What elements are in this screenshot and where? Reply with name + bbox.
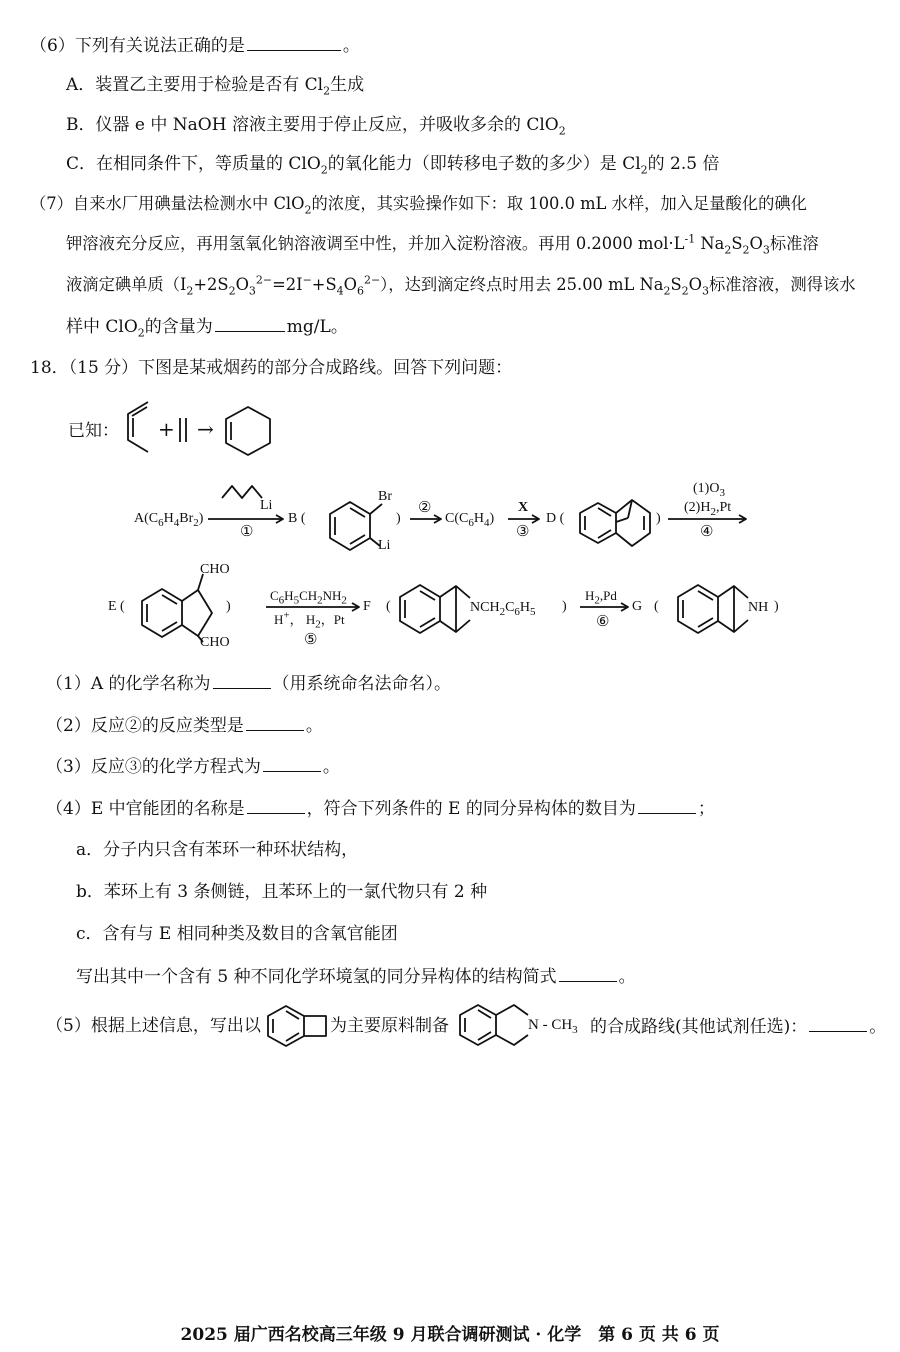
answer-blank[interactable] xyxy=(263,755,321,772)
answer-blank[interactable] xyxy=(213,672,271,689)
reagent4-line2: $(2)H_2,Pt$ xyxy=(684,500,732,518)
compound-C-label: $C(C_6H_4)$ xyxy=(445,511,495,529)
answer-blank[interactable] xyxy=(246,714,304,731)
option-c: C．在相同条件下，等质量的 ClO$_2$的氧化能力（即转移电子数的多少）是 $Cl_2$的 2.5 倍 xyxy=(66,154,720,177)
reagent5-top: $C_6H_5CH_2NH_2$ xyxy=(270,588,347,607)
q17-7-line4: 样中 ClO$_2$的含量为 mg/L。 xyxy=(66,317,348,340)
compound-G-label: G xyxy=(632,599,643,614)
close-paren: ) xyxy=(396,511,401,526)
answer-blank[interactable] xyxy=(247,797,305,814)
q18-4-write: 写出其中一个含有 5 种不同化学环境氢的同分异构体的结构简式 。 xyxy=(76,967,636,987)
q18-3: （3）反应③的化学方程式为 。 xyxy=(46,757,340,777)
cho-bottom-label: CHO xyxy=(200,635,230,650)
li-label: Li xyxy=(260,498,273,513)
compound-D-label: D ( xyxy=(546,511,565,526)
arrow-step4 xyxy=(668,515,746,523)
step5-label: ⑤ xyxy=(304,632,318,648)
step6-label: ⑥ xyxy=(596,614,610,630)
condition-b: b．苯环上有 3 条侧链，且苯环上的一氯代物只有 2 种 xyxy=(76,882,488,902)
E-structure xyxy=(142,574,212,642)
q17-7-line1: （7）自来水厂用碘量法检测水中 ClO$_2$的浓度，其实验操作如下：取 100.0 mL 水样，加入足量酸化的碘化 xyxy=(30,194,807,217)
step1-label: ① xyxy=(240,524,254,540)
arrow-step1 xyxy=(208,515,283,523)
f-substituent: $NCH_2C_6H_5$ xyxy=(470,600,536,618)
page-footer: 2025 届广西名校高三年级 9 月联合调研测试 · 化学 第 6 页 共 6 页 xyxy=(180,1325,720,1345)
q18-5-mid: 为主要原料制备 xyxy=(330,1016,449,1036)
open-paren: ( xyxy=(386,599,391,614)
plus-sign: + xyxy=(158,417,175,441)
answer-blank[interactable] xyxy=(638,797,696,814)
q18-4: （4）E 中官能团的名称是 ，符合下列条件的 E 的同分异构体的数目为 ； xyxy=(46,799,715,819)
arrow-step6 xyxy=(580,603,628,611)
q17-7-line3: 液滴定碘单质$(I_2+2S_2O_3^{2-}=2I^-+S_4O_6^{2-})$，达到滴定终点时用去 25.00 mL $Na_2S_2O_3$标准溶液，测得该水 xyxy=(66,273,856,298)
step2-label: ② xyxy=(418,500,432,516)
cho-top-label: CHO xyxy=(200,562,230,577)
open-paren: ( xyxy=(654,599,659,614)
li-label-2: Li xyxy=(378,538,391,553)
condition-a: a．分子内只含有苯环一种环状结构， xyxy=(76,840,359,860)
B-structure xyxy=(330,502,382,550)
compound-E-label: E ( xyxy=(108,599,125,614)
close-paren: ) xyxy=(226,599,231,614)
step4-label: ④ xyxy=(700,524,714,540)
br-label: Br xyxy=(378,489,392,504)
ethylene-structure xyxy=(180,418,186,442)
benzocyclobutene-structure xyxy=(268,1006,326,1046)
F-structure xyxy=(400,585,470,633)
arrow-step2 xyxy=(410,515,441,523)
compound-F-label: F xyxy=(363,599,371,614)
q18-5-post: 的合成路线(其他试剂任选)： 。 xyxy=(590,1017,887,1037)
reagent4-line1: $(1)O_3$ xyxy=(693,481,725,499)
known-label: 已知： xyxy=(68,421,119,441)
option-a: A．装置乙主要用于检验是否有 $Cl_2$生成 xyxy=(66,75,365,98)
close-paren: ) xyxy=(562,599,567,614)
reagent5-bottom: H+， $H_2$，Pt xyxy=(274,609,345,631)
n-methyl-label: N - $CH_3$ xyxy=(528,1017,578,1036)
q18-1: （1）A 的化学名称为 （用系统命名法命名）。 xyxy=(46,674,451,694)
G-structure xyxy=(678,585,748,633)
cyclohexene-structure xyxy=(226,407,270,455)
compound-B-label: B ( xyxy=(288,511,306,526)
step3-label: ③ xyxy=(516,524,530,540)
close-paren: ) xyxy=(656,511,661,526)
D-structure xyxy=(580,500,650,546)
reagent6: $H_2,Pd$ xyxy=(585,588,617,607)
butadiene-structure xyxy=(128,402,148,452)
reaction-arrow: → xyxy=(197,417,214,441)
q18-5-pre: （5）根据上述信息，写出以 xyxy=(46,1016,261,1036)
q18-2: （2）反应②的反应类型是 。 xyxy=(46,716,323,736)
q18-header: 18．（15 分）下图是某戒烟药的部分合成路线。回答下列问题： xyxy=(30,358,513,378)
answer-blank[interactable] xyxy=(559,965,617,982)
nh-label: NH xyxy=(748,600,769,615)
compound-A-label: $A(C_6H_4Br_2)$ xyxy=(134,511,204,529)
reagent-X: X xyxy=(518,500,529,515)
arrow-step3 xyxy=(508,515,539,523)
butyllithium-chain xyxy=(222,486,262,498)
option-b: B．仪器 e 中 NaOH 溶液主要用于停止反应，并吸收多余的 ClO$_2$ xyxy=(66,115,566,138)
condition-c: c．含有与 E 相同种类及数目的含氧官能团 xyxy=(76,924,398,944)
answer-blank[interactable] xyxy=(809,1015,867,1032)
target-structure xyxy=(460,1005,528,1045)
q17-6-stem: （6）下列有关说法正确的是 。 xyxy=(30,36,360,56)
q17-7-line2: 钾溶液充分反应，再用氢氧化钠溶液调至中性，并加入淀粉溶液。再用 0.2000 $mol\cdot L^{-1}$ $Na_2S_2O_3$标准溶 xyxy=(66,232,819,257)
close-paren: ) xyxy=(774,599,779,614)
